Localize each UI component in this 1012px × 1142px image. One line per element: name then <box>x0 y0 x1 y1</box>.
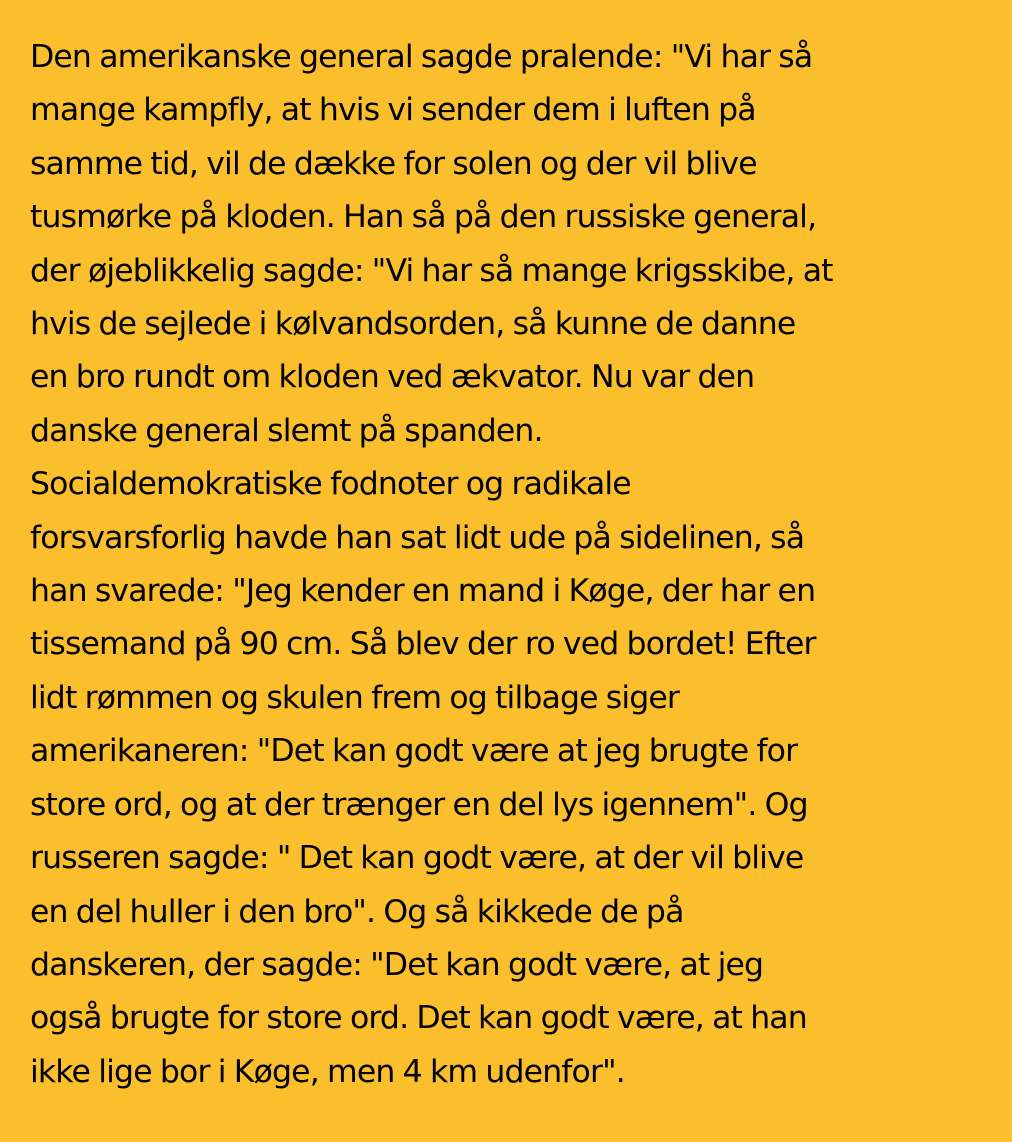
text-line: Den amerikanske general sagde pralende: "Vi har så <box>30 39 813 75</box>
joke-text-block <box>30 31 1005 1099</box>
text-line: mange kampfly, at hvis vi sender dem i luften på <box>30 92 756 129</box>
text-line: der øjeblikkelig sagde: "Vi har så mange krigsskibe, at <box>30 252 833 289</box>
text-line: lidt rømmen og skulen frem og tilbage siger <box>30 679 680 716</box>
text-line: danskeren, der sagde: "Det kan godt være, at jeg <box>30 946 764 983</box>
text-line: en del huller i den bro". Og så kikkede de på <box>30 893 684 930</box>
text-line: også brugte for store ord. Det kan godt være, at han <box>30 1000 807 1037</box>
text-line: Socialdemokratiske fodnoter og radikale <box>30 466 631 503</box>
text-line: store ord, og at der trænger en del lys igennem". Og <box>30 786 808 823</box>
text-line: hvis de sejlede i kølvandsorden, så kunne de danne <box>30 306 796 343</box>
text-line: tusmørke på kloden. Han så på den russiske general, <box>30 199 817 236</box>
text-line: tissemand på 90 cm. Så blev der ro ved bordet! Efter <box>30 626 816 663</box>
text-line: samme tid, vil de dække for solen og der vil blive <box>30 145 757 182</box>
text-line: forsvarsforlig havde han sat lidt ude på sidelinen, så <box>30 519 805 556</box>
text-line: amerikaneren: "Det kan godt være at jeg brugte for <box>30 733 798 770</box>
text-line: danske general slemt på spanden. <box>30 412 543 449</box>
text-line: ikke lige bor i Køge, men 4 km udenfor". <box>30 1053 625 1090</box>
text-line: russeren sagde: " Det kan godt være, at der vil blive <box>30 840 804 877</box>
text-line: en bro rundt om kloden ved ækvator. Nu var den <box>30 359 755 396</box>
text-line: han svarede: "Jeg kender en mand i Køge, der har en <box>30 573 816 610</box>
